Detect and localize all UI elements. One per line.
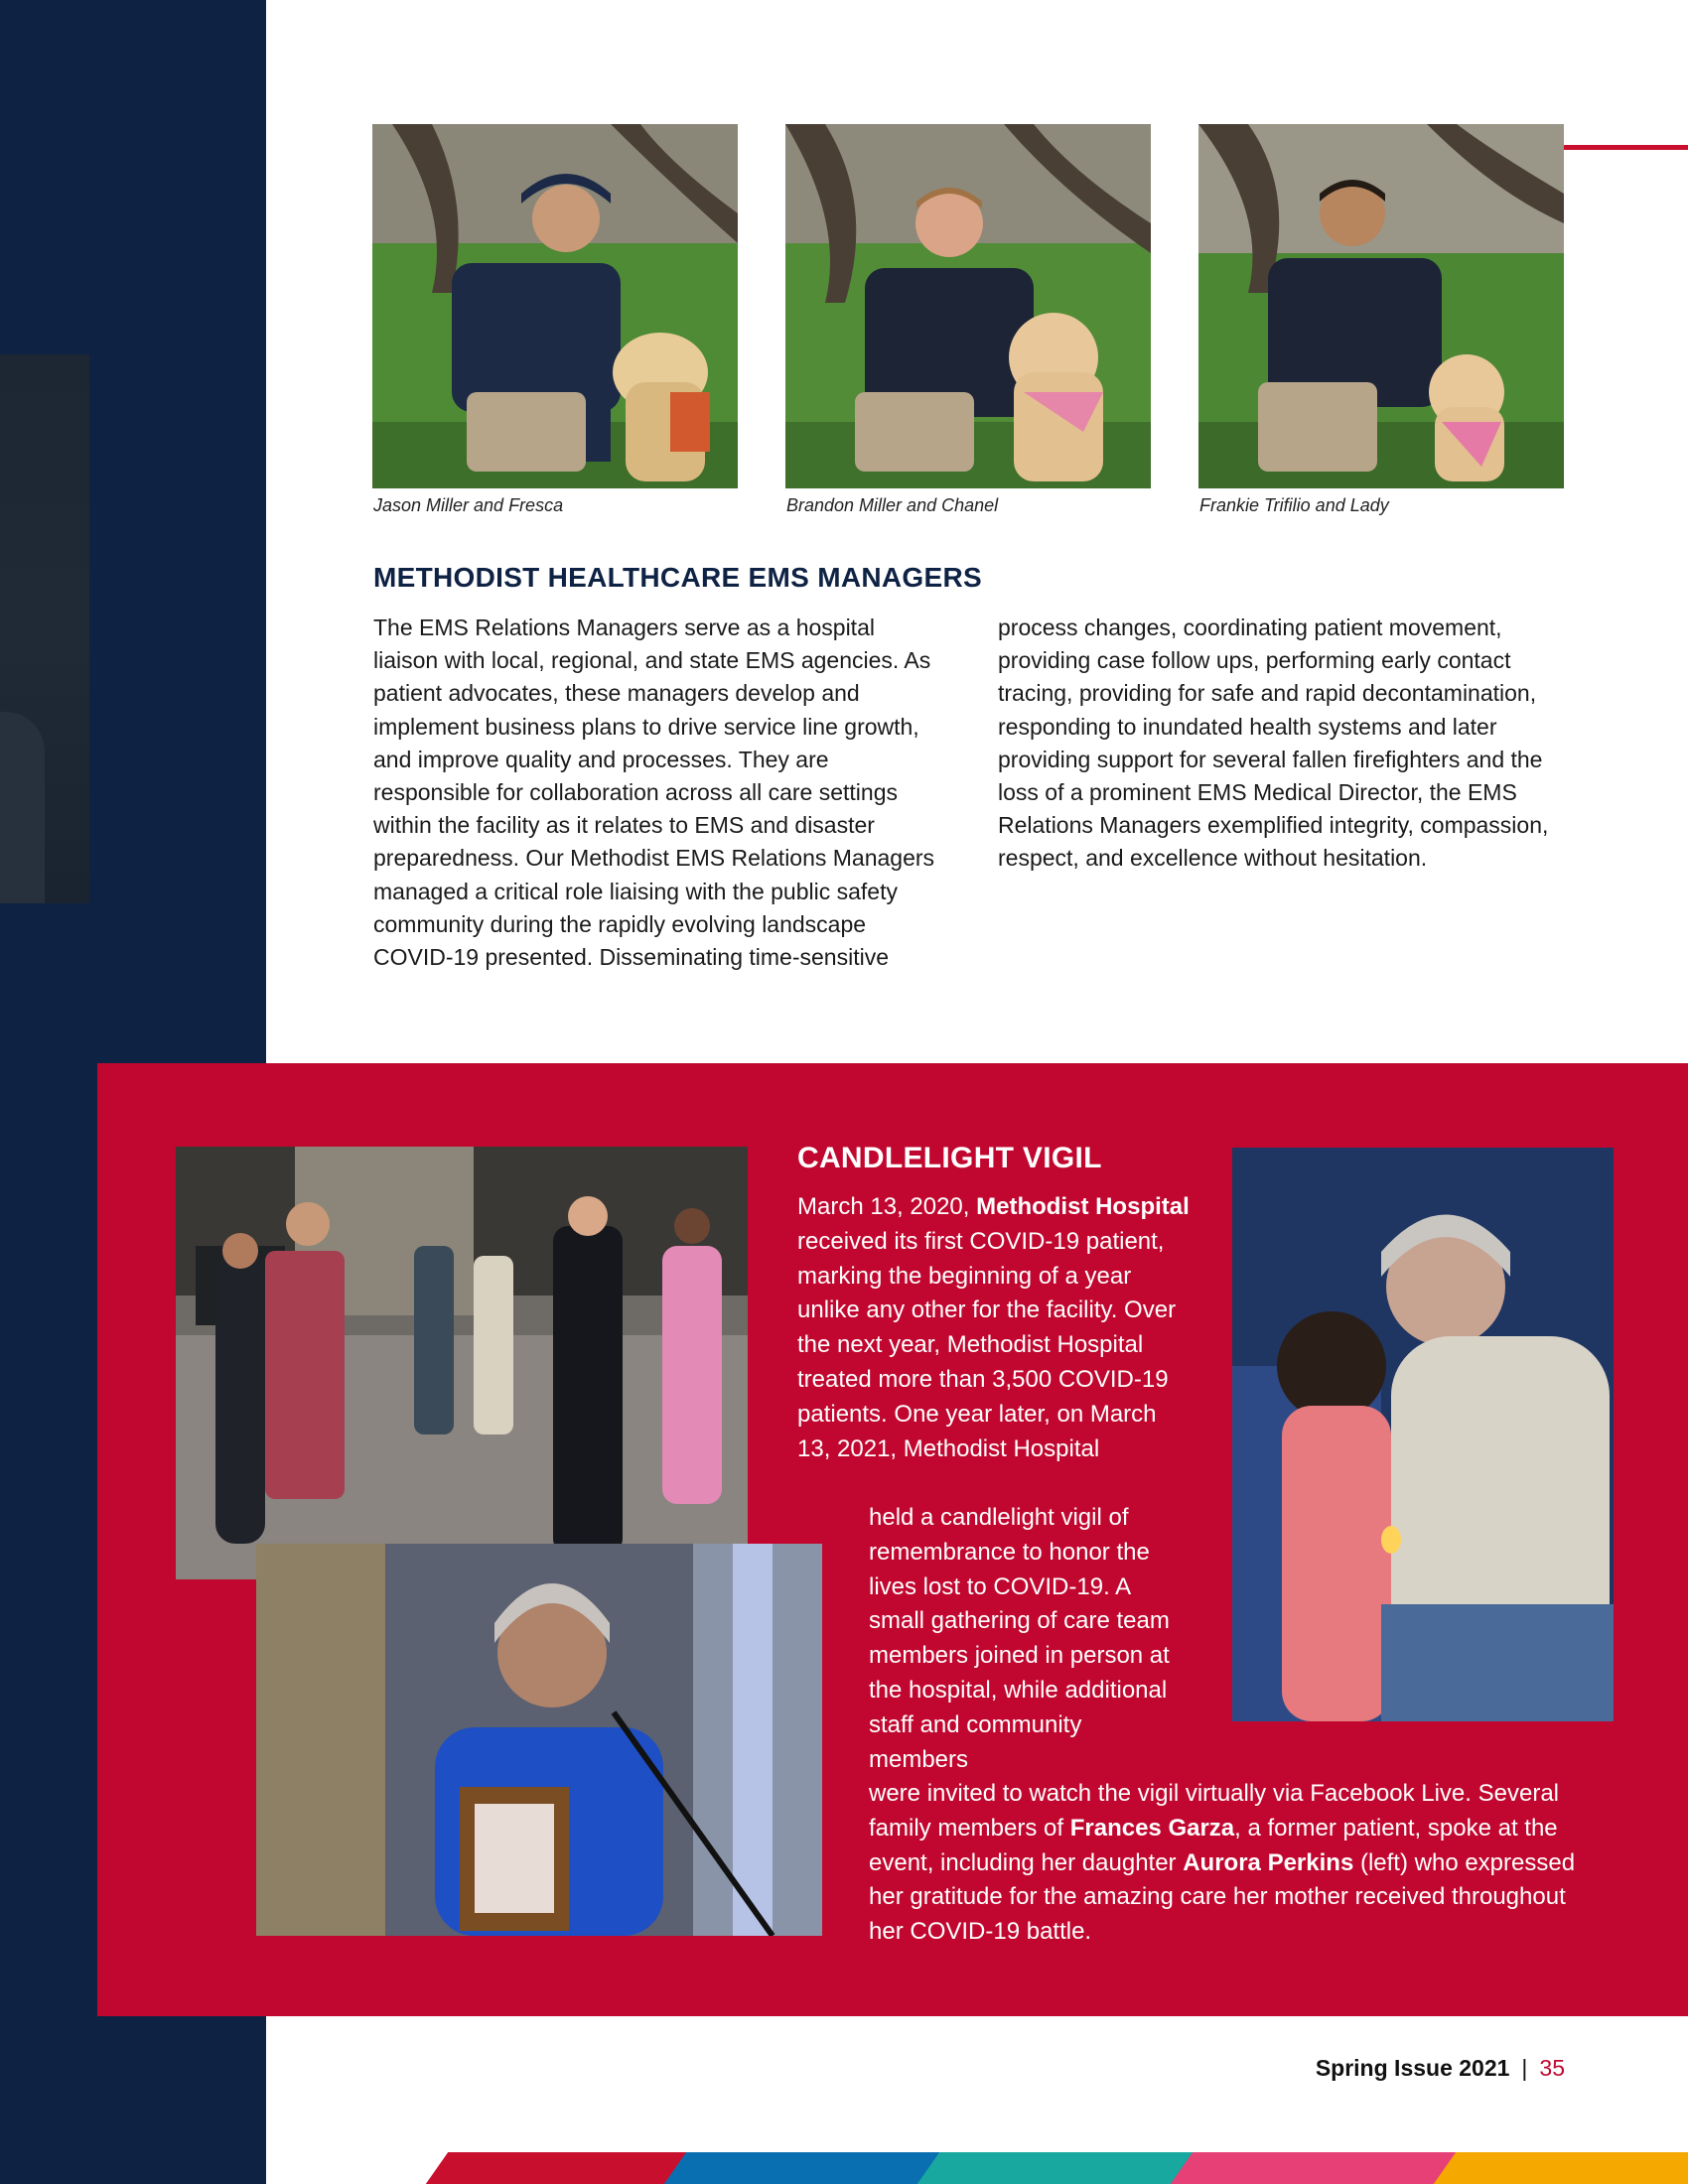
vigil-section-title: CANDLELIGHT VIGIL (797, 1142, 1102, 1174)
silhouette-shape (0, 712, 45, 903)
ems-photo-jason-fresca (372, 124, 738, 488)
vigil-intro-rest: received its first COVID-19 patient, marking the beginning of a year unlike any other for the facility. Over the next year, Methodist Hospital treated more than 3,500 COVID-19 patients. One year later, on March 13, 2021, Methodist Hospital (797, 1227, 1177, 1462)
vigil-end-part-b: , a former patient, spoke at the event, including her daughter (869, 1814, 1558, 1876)
vigil-photo-candle (1232, 1148, 1614, 1721)
vigil-photo-group (176, 1147, 748, 1579)
stripe-blue (664, 2152, 944, 2184)
page-number: 35 (1539, 2055, 1565, 2081)
caption-brandon-chanel: Brandon Miller and Chanel (786, 495, 999, 515)
caption-frankie-lady: Frankie Trifilio and Lady (1199, 495, 1389, 515)
issue-label: Spring Issue 2021 (1315, 2055, 1510, 2081)
vigil-intro-hospital-name: Methodist Hospital (976, 1193, 1190, 1220)
ems-photo-brandon-chanel (785, 124, 1151, 488)
dark-photo-fragment (0, 354, 89, 903)
vigil-end-part-a: were invited to watch the vigil virtually via Facebook Live. Several family members of (869, 1780, 1559, 1842)
ems-body-text: The EMS Relations Managers serve as a hospital liaison with local, regional, and state EMS agencies. As patient advocates, these managers develop and implement business plans to drive service line growth, and improve quality and processes. They are responsible for collaboration across all care settings within the facility as it relates to EMS and disaster preparedness. Our Methodist EMS Relations Managers managed a critical role liaising with the public safety community during the rapidly evolving landscape COVID-19 presented. Disseminating time-sensitive process changes, coordinating patient movement, providing case follow ups, performing early contact tracing, providing for safe and rapid decontamination, responding to inundated health systems and later providing support for several fallen firefighters and the loss of a prominent EMS Medical Director, the EMS Relations Managers exemplified integrity, compassion, respect, and excellence without hesitation. (373, 614, 1549, 971)
ems-photo-frankie-lady (1198, 124, 1564, 488)
stripe-teal (917, 2152, 1197, 2184)
vigil-name-aurora-perkins: Aurora Perkins (1183, 1848, 1354, 1876)
page-footer (1316, 2055, 1565, 2082)
vigil-photo-speaker (256, 1544, 822, 1936)
vigil-paragraph-end (869, 1777, 1584, 1950)
vigil-name-frances-garza: Frances Garza (1069, 1814, 1235, 1842)
caption-jason-fresca: Jason Miller and Fresca (373, 495, 564, 515)
stripe-red (426, 2152, 696, 2184)
vigil-end-part-c: (left) who expressed her gratitude for the amazing care her mother received throughout her COVID-19 battle. (869, 1848, 1576, 1946)
vigil-paragraph-intro (797, 1190, 1195, 1466)
vigil-intro-lead: March 13, 2020, (797, 1193, 977, 1220)
footer-separator: | (1521, 2055, 1528, 2081)
stripe-yellow (1434, 2152, 1688, 2184)
stripe-pink (1171, 2152, 1461, 2184)
vigil-paragraph-middle: held a candlelight vigil of remembrance to honor the lives lost to COVID-19. A small gathering of care team members joined in person at the hospital, while additional staff and community members (869, 1504, 1170, 1773)
ems-section-title: METHODIST HEALTHCARE EMS MANAGERS (373, 562, 982, 593)
